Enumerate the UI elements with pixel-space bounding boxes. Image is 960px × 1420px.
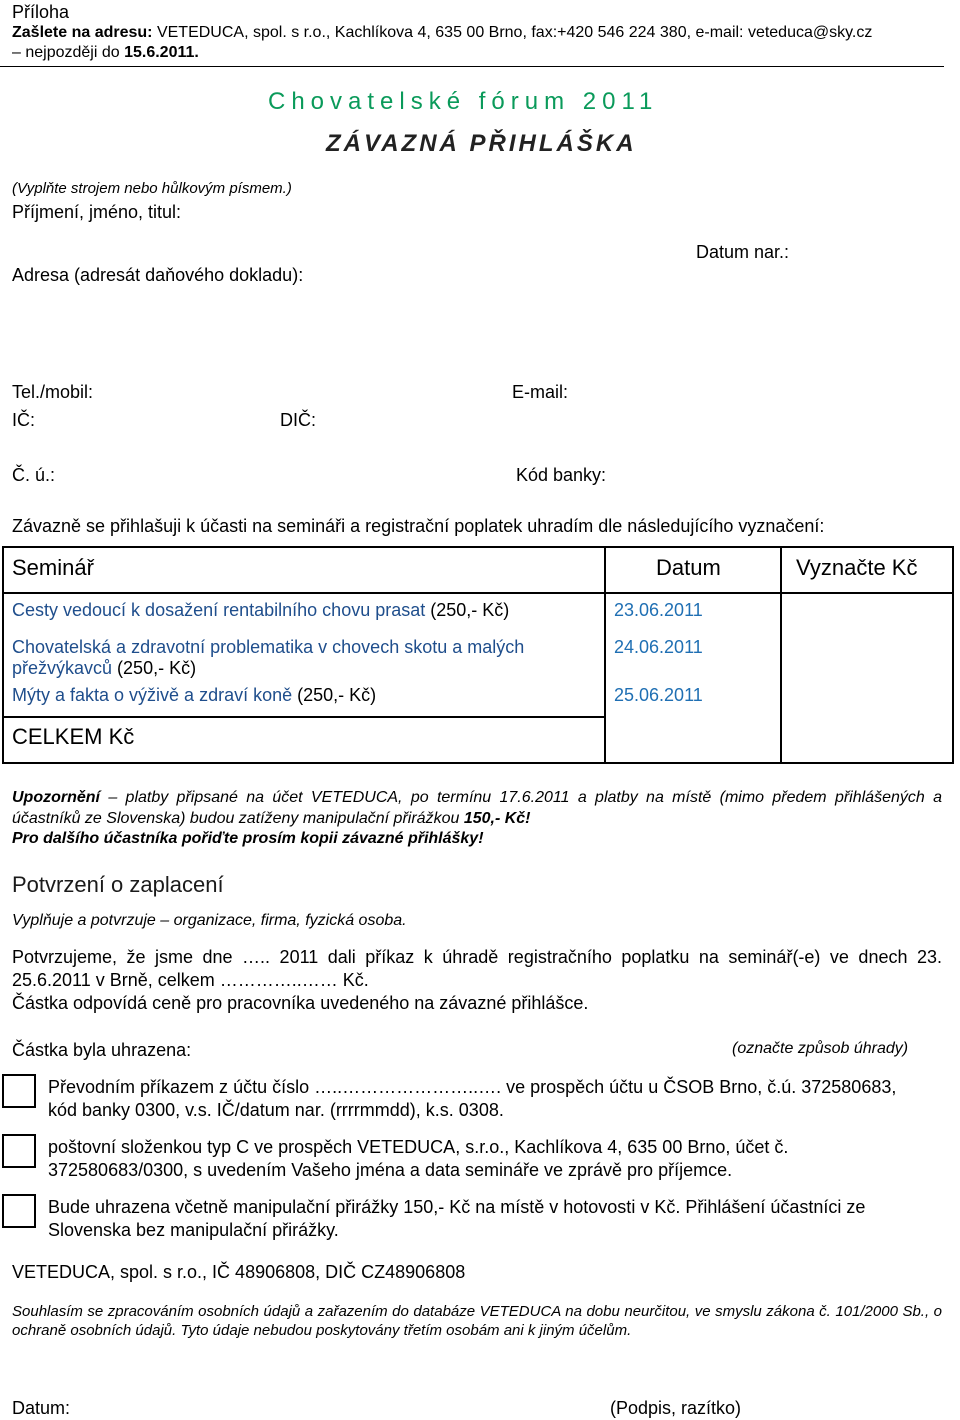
- address-label: Adresa (adresát daňového dokladu):: [12, 265, 304, 285]
- payment-option-transfer: Převodním příkazem z účtu číslo …..…………………..…. ve prospěch účtu u ČSOB Brno, č.ú. 372580683, kód banky 0300, v.s. IČ/datum nar. (rrrrmmdd), k.s. 0308.: [48, 1077, 897, 1120]
- send-address: [12, 24, 872, 42]
- table-row: [12, 600, 509, 621]
- warning-fee: 150,- Kč!: [463, 810, 531, 827]
- payment-option-transfer-checkbox[interactable]: [2, 1074, 36, 1108]
- table-header-seminar: Seminář: [12, 555, 94, 580]
- seminar-date: 25.06.2011: [614, 685, 703, 705]
- warning-copy-note: Pro dalšího účastníka pořiďte prosím kopii závazné přihlášky!: [12, 830, 484, 847]
- warning-label: Upozornění: [12, 789, 100, 806]
- table-row: [12, 637, 602, 679]
- page-title: Chovatelské fórum 2011: [268, 88, 659, 115]
- email-label: E-mail:: [512, 382, 569, 402]
- name-label: Příjmení, jméno, titul:: [12, 202, 182, 222]
- warning-body: – platby připsané na účet VETEDUCA, po termínu 17.6.2011 a platby na místě (mimo předem přihlášených a účastníků ze Slovenska) budou zatíženy manipulační přirážkou: [12, 789, 942, 827]
- table-divider-date: [604, 546, 606, 764]
- account-label: Č. ú.:: [12, 465, 56, 485]
- table-header-divider: [2, 592, 954, 594]
- send-address-text: VETEDUCA, spol. s r.o., Kachlíkova 4, 635 00 Brno, fax:+420 546 224 380, e-mail: veteduca@sky.cz: [152, 24, 873, 41]
- dic-label: DIČ:: [280, 410, 316, 430]
- payment-option-cash: Bude uhrazena včetně manipulační přirážky 150,- Kč na místě v hotovosti v Kč. Přihlášení účastníci ze Slovenska bez manipulační přirážky.: [48, 1197, 866, 1240]
- table-total-divider: [2, 716, 606, 718]
- table-divider-amount: [780, 546, 782, 764]
- seminar-date: 23.06.2011: [614, 600, 703, 620]
- payment-confirm-note: Částka odpovídá ceně pro pracovníka uvedeného na závazné přihlášce.: [12, 993, 589, 1013]
- paid-label: Částka byla uhrazena:: [12, 1040, 192, 1060]
- attachment-label: Příloha: [12, 2, 70, 22]
- warning-text: [12, 787, 942, 829]
- birth-date-label: Datum nar.:: [696, 242, 790, 262]
- payment-option-postal-checkbox[interactable]: [2, 1134, 36, 1168]
- payment-filled-by: Vyplňuje a potvrzuje – organizace, firma, fyzická osoba.: [12, 912, 407, 929]
- ic-label: IČ:: [12, 410, 36, 430]
- total-label: CELKEM Kč: [12, 724, 135, 749]
- table-header-date: Datum: [656, 555, 721, 580]
- deadline-prefix: – nejpozději do: [12, 44, 125, 61]
- deadline-date: 15.6.2011.: [124, 44, 199, 61]
- seminar-price: (250,- Kč): [112, 658, 197, 678]
- phone-label: Tel./mobil:: [12, 382, 94, 402]
- table-header-amount: Vyznačte Kč: [796, 555, 918, 580]
- payment-option-cash-checkbox[interactable]: [2, 1194, 36, 1228]
- send-prefix: Zašlete na adresu:: [12, 24, 153, 41]
- company-info: VETEDUCA, spol. s r.o., IČ 48906808, DIČ CZ48906808: [12, 1262, 466, 1282]
- seminar-name: Chovatelská a zdravotní problematika v chovech skotu a malých přežvýkavců: [12, 637, 525, 678]
- page-subtitle: ZÁVAZNÁ PŘIHLÁŠKA: [326, 130, 637, 157]
- seminar-price: (250,- Kč): [292, 685, 377, 705]
- seminar-price: (250,- Kč): [425, 600, 510, 620]
- payment-confirm-text: Potvrzujeme, že jsme dne ….. 2011 dali příkaz k úhradě registračního poplatku na seminář(-e) ve dnech 23. 25.6.2011 v Brně, celkem …………..…… Kč.: [12, 947, 942, 990]
- payment-option-postal: poštovní složenkou typ C ve prospěch VETEDUCA, s.r.o., Kachlíkova 4, 635 00 Brno, účet č. 372580683/0300, s uvedením Vašeho jména a data semináře ve zprávě pro příjemce.: [48, 1137, 789, 1180]
- intro-text: Závazně se přihlašuji k účasti na semináři a registrační poplatek uhradím dle následujícího vyznačení:: [12, 516, 825, 536]
- header-divider: [0, 66, 944, 67]
- bank-code-label: Kód banky:: [516, 465, 607, 485]
- signature-label: (Podpis, razítko): [610, 1398, 742, 1418]
- seminar-name: Mýty a fakta o výživě a zdraví koně: [12, 685, 293, 705]
- deadline: [12, 44, 199, 62]
- seminar-date: 24.06.2011: [614, 637, 703, 657]
- consent-text: Souhlasím se zpracováním osobních údajů a zařazením do databáze VETEDUCA na dobu neurčitou, ve smyslu zákona č. 101/2000 Sb., o ochraně osobních údajů. Tyto údaje nebudou poskytovány třetím osobám ani k jiným účelům.: [12, 1303, 942, 1339]
- payment-heading: Potvrzení o zaplacení: [12, 872, 224, 897]
- payment-method-hint: (označte způsob úhrady): [732, 1040, 909, 1057]
- fill-note: (Vyplňte strojem nebo hůlkovým písmem.): [12, 180, 292, 197]
- table-row: [12, 685, 376, 706]
- seminar-name: Cesty vedoucí k dosažení rentabilního chovu prasat: [12, 600, 426, 620]
- signature-date-label: Datum:: [12, 1398, 71, 1418]
